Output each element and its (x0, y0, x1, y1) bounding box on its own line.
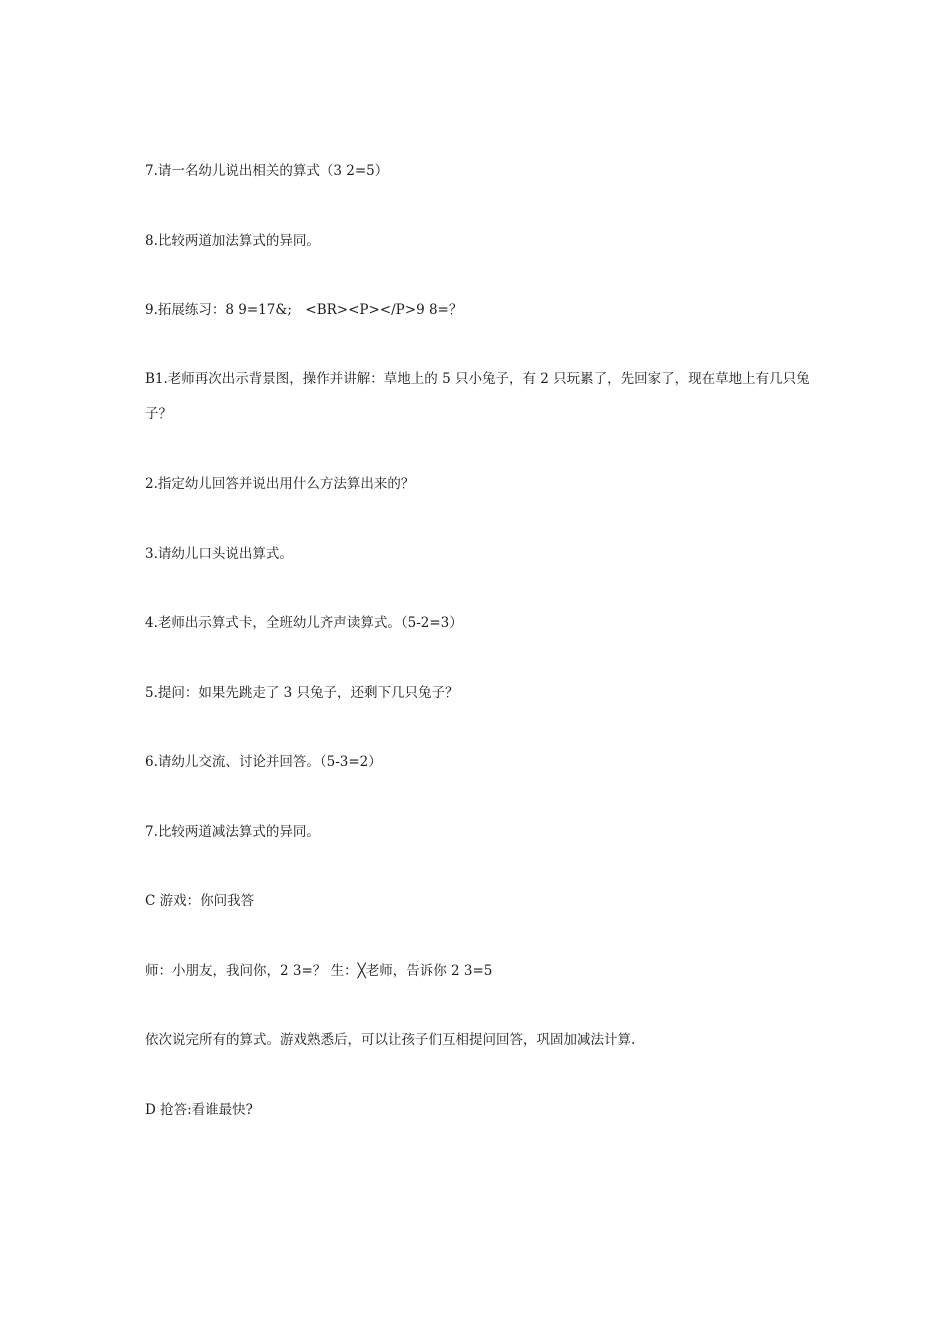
paragraph-line-6: 3.请幼儿口头说出算式。 (145, 546, 293, 562)
paragraph-line-9: 6.请幼儿交流、讨论并回答。（5-3=2） (145, 754, 382, 770)
paragraph-line-11: C 游戏：你问我答 (145, 893, 255, 909)
paragraph-line-2: 8.比较两道加法算式的异同。 (145, 233, 320, 249)
paragraph-line-13: 依次说完所有的算式。游戏熟悉后，可以让孩子们互相提问回答，巩固加减法计算. (145, 1032, 636, 1048)
paragraph-line-10: 7.比较两道减法算式的异同。 (145, 824, 320, 840)
paragraph-line-7: 4.老师出示算式卡，全班幼儿齐声读算式。（5-2=3） (145, 615, 463, 631)
paragraph-line-3: 9.拓展练习：8 9=17&; <BR><P></P>9 8=？ (145, 302, 463, 318)
paragraph-line-5: 2.指定幼儿回答并说出用什么方法算出来的？ (145, 476, 415, 492)
paragraph-line-4: B1.老师再次出示背景图，操作并讲解：草地上的 5 只小兔子，有 2 只玩累了，先回家了，现在草地上有几只兔子？ (145, 371, 810, 422)
paragraph-line-14: D 抢答:看谁最快? (145, 1102, 253, 1118)
paragraph-line-8: 5.提问：如果先跳走了 3 只兔子，还剩下几只兔子？ (145, 685, 459, 701)
paragraph-line-1: 7.请一名幼儿说出相关的算式（3 2=5） (145, 163, 389, 179)
paragraph-line-12: 师：小朋友，我问你，2 3=？ 生：╳老师，告诉你 2 3=5 (145, 963, 493, 979)
